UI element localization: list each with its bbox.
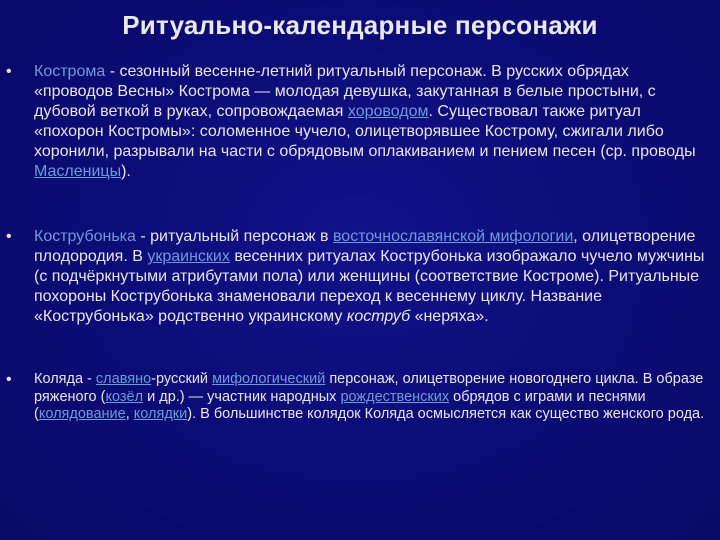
- text: , олицетворение плодородия. В: [34, 228, 696, 265]
- link-maslenitsa[interactable]: Масленицы: [34, 163, 122, 180]
- link-christmas[interactable]: рождественских: [340, 388, 450, 405]
- link-khorovod[interactable]: хороводом: [347, 103, 429, 120]
- bullet-marker: •: [6, 371, 12, 388]
- link-slavic[interactable]: славяно: [95, 371, 152, 387]
- link-kolyadovanie[interactable]: колядование: [38, 406, 126, 422]
- text: - ритуальный персонаж в: [135, 228, 333, 245]
- text: -русский: [151, 371, 213, 387]
- paragraph-kolyada: [34, 371, 712, 424]
- text: и др.) — участник народных: [143, 388, 341, 405]
- italic-word: коструб: [346, 308, 411, 325]
- link-east-slavic-mythology[interactable]: восточнославянской мифологии: [332, 228, 574, 245]
- slide-title: Ритуально-календарные персонажи: [122, 10, 598, 40]
- text: . Существовал также ритуал «похорон Костромы»: соломенное чучело, олицетворявшее Кострому, сжигали либо хоронили, разрывали на части с обрядовым оплакиванием и пением песен (ср. проводы: [34, 103, 696, 160]
- text: ). В большинстве колядок Коляда осмысляется как существо женского рода.: [187, 406, 705, 422]
- text: обрядов с играми и песнями (: [34, 388, 646, 422]
- text: весенних ритуалах Кострубонька изображало чучело мужчины (с подчёркнутыми атрибутами пола) или женщины (соответствие Костроме). Ритуальные похороны Кострубонька знаменовали переход к весеннему циклу. Название «Кострубонька» родственно украинскому: [34, 248, 705, 325]
- paragraph-kostroma: [34, 62, 712, 182]
- link-ukrainian[interactable]: украинских: [147, 248, 230, 265]
- text: Коляда -: [34, 371, 96, 387]
- text: «неряха».: [410, 308, 489, 325]
- text: персонаж, олицетворение новогоднего цикла. В образе ряженого (: [34, 371, 704, 405]
- bullet-marker: •: [6, 228, 12, 245]
- text: ,: [125, 406, 134, 422]
- text: - сезонный весенне-летний ритуальный персонаж. В русских обрядах «проводов Весны» Кострома — молодая девушка, закутанная в белые простыни, с дубовой веткой в руках, сопровождаемая: [34, 63, 656, 120]
- link-kolyadki[interactable]: колядки: [133, 406, 188, 422]
- link-kostrubonka[interactable]: Кострубонька: [34, 228, 136, 245]
- link-kozel[interactable]: козёл: [105, 388, 144, 405]
- link-mythological[interactable]: мифологический: [212, 371, 326, 387]
- bullet-marker: •: [6, 63, 12, 80]
- link-kostroma[interactable]: Кострома: [34, 63, 106, 80]
- text: ).: [121, 163, 131, 180]
- paragraph-kostrubonka: [34, 227, 712, 327]
